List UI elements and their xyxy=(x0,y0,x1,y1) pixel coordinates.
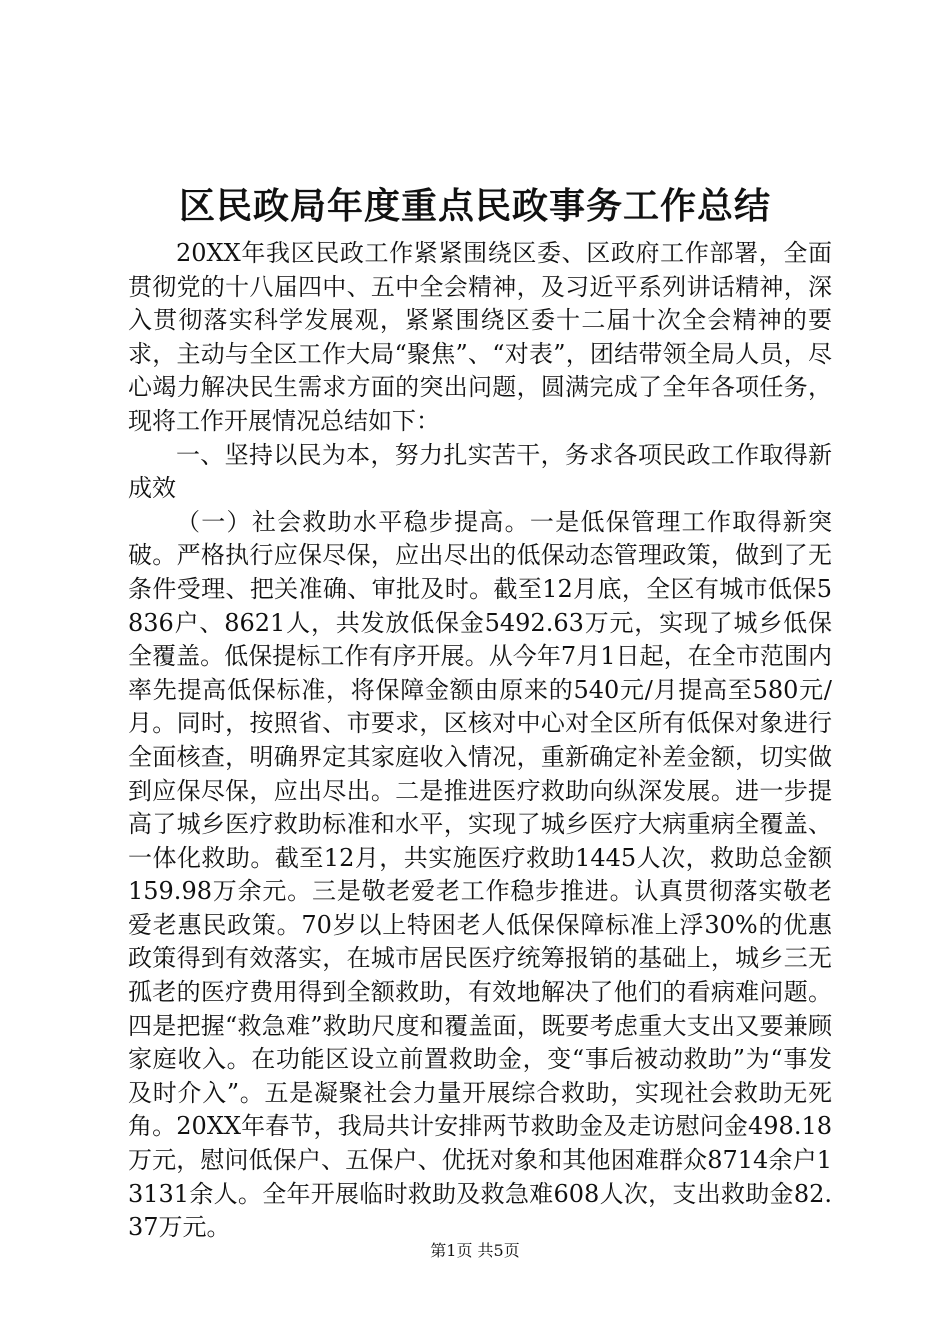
document-title: 区民政局年度重点民政事务工作总结 xyxy=(178,185,771,227)
body-paragraph: （一）社会救助水平稳步提高。一是低保管理工作取得新突破。严格执行应保尽保，应出尽出的低保动态管理政策，做到了无条件受理、把关准确、审批及时。截至12月底，全区有城市低保5836户、8621人，共发放低保金5492.63万元，实现了城乡低保全覆盖。低保提标工作有序开展。从今年7月1日起，在全市范围内率先提高低保标准，将保障金额由原来的540元/月提高至580元/月。同时，按照省、市要求，区核对中心对全区所有低保对象进行全面核查，明确界定其家庭收入情况，重新确定补差金额，切实做到应保尽保，应出尽出。二是推进医疗救助向纵深发展。进一步提高了城乡医疗救助标准和水平，实现了城乡医疗大病重病全覆盖、一体化救助。截至12月，共实施医疗救助1445人次，救助总金额159.98万余元。三是敬老爱老工作稳步推进。认真贯彻落实敬老爱老惠民政策。70岁以上特困老人低保保障标准上浮30%的优惠政策得到有效落实，在城市居民医疗统筹报销的基础上，城乡三无孤老的医疗费用得到全额救助，有效地解决了他们的看病难问题。四是把握“救急难”救助尺度和覆盖面，既要考虑重大支出又要兼顾家庭收入。在功能区设立前置救助金，变“事后被动救助”为“事发及时介入”。五是凝聚社会力量开展综合救助，实现社会救助无死角。20XX年春节，我局共计安排两节救助金及走访慰问金498.18万元，慰问低保户、五保户、优抚对象和其他困难群众8714余户13131余人。全年开展临时救助及救急难608人次，支出救助金82.37万元。 xyxy=(128,507,832,1242)
document-body xyxy=(128,237,832,1245)
intro-paragraph: 20XX年我区民政工作紧紧围绕区委、区政府工作部署，全面贯彻党的十八届四中、五中全会精神，及习近平系列讲话精神，深入贯彻落实科学发展观，紧紧围绕区委十二届十次全会精神的要求，主动与全区工作大局“聚焦”、“对表”，团结带领全局人员，尽心竭力解决民生需求方面的突出问题，圆满完成了全年各项任务，现将工作开展情况总结如下： xyxy=(128,239,832,435)
section-heading: 一、坚持以民为本，努力扎实苦干，务求各项民政工作取得新成效 xyxy=(128,440,832,503)
page-number-footer: 第1页 共5页 xyxy=(430,1241,520,1260)
